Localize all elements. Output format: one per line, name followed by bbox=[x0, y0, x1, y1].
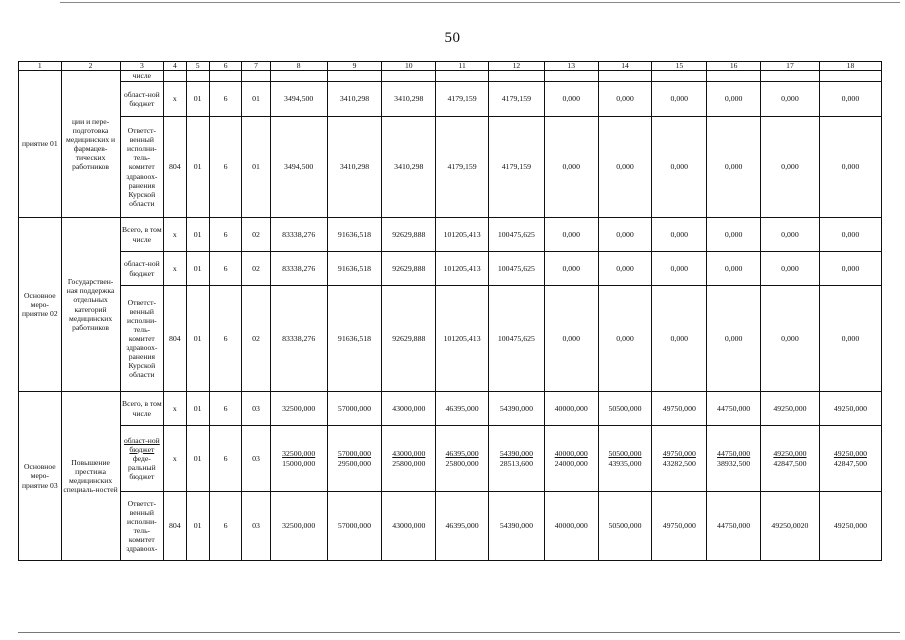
event-name-cell: приятие 01 bbox=[19, 71, 62, 218]
budget-table bbox=[18, 61, 882, 561]
header-row bbox=[19, 62, 882, 71]
regional-budget-value: 49250,000 bbox=[833, 449, 868, 459]
value-cell-col11: 46395,000 bbox=[436, 492, 489, 561]
empty-cell bbox=[652, 71, 707, 82]
value-cell-col10: 3410,298 bbox=[382, 117, 436, 218]
value-cell-col16: 0,000 bbox=[707, 252, 761, 286]
regional-budget-value: 40000,000 bbox=[554, 449, 588, 459]
header-cell-14: 14 bbox=[598, 62, 652, 71]
regional-budget-value: 54390,000 bbox=[499, 449, 533, 459]
table-row bbox=[19, 252, 882, 286]
value-cell-col17: 0,000 bbox=[761, 82, 820, 117]
empty-cell bbox=[209, 71, 241, 82]
table-row bbox=[19, 117, 882, 218]
value-cell-col10: 92629,888 bbox=[382, 218, 436, 252]
empty-cell bbox=[382, 71, 436, 82]
header-cell-12: 12 bbox=[488, 62, 544, 71]
funding-source-cell: област-ной бюджет bbox=[120, 82, 164, 117]
value-cell-col13: 0,000 bbox=[544, 286, 598, 392]
value-cell-col13: 40000,000 bbox=[544, 492, 598, 561]
value-cell-col8: 32500,000 bbox=[270, 492, 327, 561]
value-cell-col18: 0,000 bbox=[819, 286, 881, 392]
cell-col4: 804 bbox=[164, 117, 186, 218]
regional-budget-value: 49250,000 bbox=[773, 449, 807, 459]
value-cell-col14 bbox=[598, 426, 652, 492]
federal-budget-value: 42847,500 bbox=[773, 458, 807, 468]
header-cell-2: 2 bbox=[61, 62, 120, 71]
value-cell-col17 bbox=[761, 426, 820, 492]
empty-cell bbox=[707, 71, 761, 82]
value-cell-col16: 44750,000 bbox=[707, 392, 761, 426]
top-border-line bbox=[60, 2, 900, 3]
value-cell-col18 bbox=[819, 426, 881, 492]
empty-cell bbox=[327, 71, 382, 82]
value-cell-col11: 101205,413 bbox=[436, 286, 489, 392]
value-cell-col18: 0,000 bbox=[819, 252, 881, 286]
value-cell-col13 bbox=[544, 426, 598, 492]
regional-budget-label: област-ной бюджет bbox=[123, 435, 160, 454]
value-cell-col14: 50500,000 bbox=[598, 492, 652, 561]
funding-source-cell bbox=[120, 426, 164, 492]
header-cell-1: 1 bbox=[19, 62, 62, 71]
header-cell-13: 13 bbox=[544, 62, 598, 71]
page-number: 50 bbox=[444, 30, 461, 46]
value-cell-col15: 0,000 bbox=[652, 82, 707, 117]
regional-budget-value: 32500,000 bbox=[282, 449, 316, 459]
cell-col4: 804 bbox=[164, 286, 186, 392]
federal-budget-value: 25800,000 bbox=[392, 458, 426, 468]
cell-col7: 01 bbox=[242, 117, 270, 218]
table-row bbox=[19, 71, 882, 82]
cell-col5: 01 bbox=[186, 426, 209, 492]
cell-col4: х bbox=[164, 218, 186, 252]
empty-cell bbox=[164, 71, 186, 82]
value-cell-col12: 4179,159 bbox=[488, 117, 544, 218]
federal-budget-value: 42847,500 bbox=[833, 458, 868, 468]
header-cell-5: 5 bbox=[186, 62, 209, 71]
cell-col4: х bbox=[164, 426, 186, 492]
value-cell-col12: 4179,159 bbox=[488, 82, 544, 117]
cell-col7: 02 bbox=[242, 286, 270, 392]
value-cell-col14: 0,000 bbox=[598, 252, 652, 286]
header-cell-17: 17 bbox=[761, 62, 820, 71]
header-cell-7: 7 bbox=[242, 62, 270, 71]
value-cell-col15: 49750,000 bbox=[652, 392, 707, 426]
value-cell-col10 bbox=[382, 426, 436, 492]
value-cell-col8: 3494,500 bbox=[270, 117, 327, 218]
value-cell-col13: 0,000 bbox=[544, 252, 598, 286]
value-cell-col15: 0,000 bbox=[652, 286, 707, 392]
header-cell-4: 4 bbox=[164, 62, 186, 71]
value-cell-col13: 0,000 bbox=[544, 117, 598, 218]
federal-budget-value: 15000,000 bbox=[282, 458, 316, 468]
header-cell-6: 6 bbox=[209, 62, 241, 71]
responsible-executor-cell: Ответст-венный исполни-тель-комитет здравоох-ранения Курской области bbox=[120, 117, 164, 218]
federal-budget-value: 43935,000 bbox=[608, 458, 642, 468]
value-cell-col15: 0,000 bbox=[652, 252, 707, 286]
value-cell-col11: 46395,000 bbox=[436, 392, 489, 426]
value-cell-col16: 0,000 bbox=[707, 218, 761, 252]
value-cell-col18: 0,000 bbox=[819, 218, 881, 252]
table-row bbox=[19, 492, 882, 561]
responsible-executor-cell: Ответст-венный исполни-тель-комитет здравоох- bbox=[120, 492, 164, 561]
value-cell-col11: 101205,413 bbox=[436, 218, 489, 252]
value-cell-col16: 44750,000 bbox=[707, 492, 761, 561]
federal-budget-value: 38932,500 bbox=[717, 458, 751, 468]
cell-col7: 01 bbox=[242, 82, 270, 117]
event-description-cell: Повышение престижа медицинских специаль-ностей bbox=[61, 392, 120, 561]
value-cell-col13: 0,000 bbox=[544, 82, 598, 117]
federal-budget-value: 24000,000 bbox=[554, 458, 588, 468]
cell-col6: 6 bbox=[209, 117, 241, 218]
regional-budget-value: 43000,000 bbox=[392, 449, 426, 459]
value-cell-col8: 32500,000 bbox=[270, 392, 327, 426]
funding-source-cell: Всего, в том числе bbox=[120, 392, 164, 426]
value-cell-col17: 0,000 bbox=[761, 252, 820, 286]
value-cell-col14: 0,000 bbox=[598, 82, 652, 117]
cell-col5: 01 bbox=[186, 82, 209, 117]
value-cell-col17: 49250,000 bbox=[761, 392, 820, 426]
header-cell-9: 9 bbox=[327, 62, 382, 71]
cell-col5: 01 bbox=[186, 218, 209, 252]
cell-col5: 01 bbox=[186, 492, 209, 561]
empty-cell bbox=[488, 71, 544, 82]
cell-col5: 01 bbox=[186, 392, 209, 426]
value-cell-col16: 0,000 bbox=[707, 82, 761, 117]
table-row bbox=[19, 426, 882, 492]
regional-budget-value: 50500,000 bbox=[608, 449, 642, 459]
value-cell-col13: 0,000 bbox=[544, 218, 598, 252]
value-cell-col16: 0,000 bbox=[707, 117, 761, 218]
cell-col6: 6 bbox=[209, 82, 241, 117]
value-cell-col9: 91636,518 bbox=[327, 286, 382, 392]
regional-budget-value: 57000,000 bbox=[337, 449, 372, 459]
value-cell-col8 bbox=[270, 426, 327, 492]
value-cell-col17: 49250,0020 bbox=[761, 492, 820, 561]
cell-col6: 6 bbox=[209, 218, 241, 252]
value-cell-col9: 57000,000 bbox=[327, 392, 382, 426]
regional-budget-value: 46395,000 bbox=[445, 449, 479, 459]
cell-col5: 01 bbox=[186, 286, 209, 392]
cell-col4: х bbox=[164, 82, 186, 117]
value-cell-col13: 40000,000 bbox=[544, 392, 598, 426]
table-row bbox=[19, 82, 882, 117]
value-cell-col9: 91636,518 bbox=[327, 218, 382, 252]
funding-source-cell: област-ной бюджет bbox=[120, 252, 164, 286]
value-cell-col14: 0,000 bbox=[598, 286, 652, 392]
value-cell-col18: 0,000 bbox=[819, 82, 881, 117]
header-cell-16: 16 bbox=[707, 62, 761, 71]
value-cell-col15 bbox=[652, 426, 707, 492]
cell-col7: 03 bbox=[242, 492, 270, 561]
value-cell-col9: 91636,518 bbox=[327, 252, 382, 286]
federal-budget-value: 25800,000 bbox=[445, 458, 479, 468]
federal-budget-value: 43282,500 bbox=[662, 458, 696, 468]
empty-cell bbox=[598, 71, 652, 82]
cell-col6: 6 bbox=[209, 252, 241, 286]
value-cell-col15: 49750,000 bbox=[652, 492, 707, 561]
table-row bbox=[19, 218, 882, 252]
regional-budget-value: 49750,000 bbox=[662, 449, 696, 459]
empty-cell bbox=[819, 71, 881, 82]
cell-col5: 01 bbox=[186, 252, 209, 286]
value-cell-col16: 0,000 bbox=[707, 286, 761, 392]
value-cell-col8: 83338,276 bbox=[270, 286, 327, 392]
header-cell-10: 10 bbox=[382, 62, 436, 71]
value-cell-col8: 83338,276 bbox=[270, 252, 327, 286]
header-cell-18: 18 bbox=[819, 62, 881, 71]
value-cell-col17: 0,000 bbox=[761, 218, 820, 252]
value-cell-col10: 43000,000 bbox=[382, 492, 436, 561]
value-cell-col10: 43000,000 bbox=[382, 392, 436, 426]
value-cell-col11: 4179,159 bbox=[436, 82, 489, 117]
header-cell-3: 3 bbox=[120, 62, 164, 71]
value-cell-col12: 100475,625 bbox=[488, 252, 544, 286]
value-cell-col17: 0,000 bbox=[761, 117, 820, 218]
value-cell-col12 bbox=[488, 426, 544, 492]
empty-cell bbox=[761, 71, 820, 82]
value-cell-col11: 101205,413 bbox=[436, 252, 489, 286]
cell-col6: 6 bbox=[209, 492, 241, 561]
value-cell-col16 bbox=[707, 426, 761, 492]
value-cell-col10: 3410,298 bbox=[382, 82, 436, 117]
value-cell-col10: 92629,888 bbox=[382, 252, 436, 286]
value-cell-col10: 92629,888 bbox=[382, 286, 436, 392]
value-cell-col11 bbox=[436, 426, 489, 492]
event-name-cell: Основное меро-приятие 03 bbox=[19, 392, 62, 561]
value-cell-col12: 54390,000 bbox=[488, 392, 544, 426]
value-cell-col12: 100475,625 bbox=[488, 218, 544, 252]
cell-col6: 6 bbox=[209, 426, 241, 492]
empty-cell bbox=[242, 71, 270, 82]
value-cell-col9: 57000,000 bbox=[327, 492, 382, 561]
header-cell-11: 11 bbox=[436, 62, 489, 71]
event-description-cell: Государствен-ная поддержка отдельных категорий медицинских работников bbox=[61, 218, 120, 392]
funding-source-cell: Всего, в том числе bbox=[120, 218, 164, 252]
value-cell-col14: 0,000 bbox=[598, 117, 652, 218]
value-cell-col8: 83338,276 bbox=[270, 218, 327, 252]
value-cell-col17: 0,000 bbox=[761, 286, 820, 392]
empty-cell bbox=[436, 71, 489, 82]
bottom-border-line bbox=[18, 632, 900, 633]
value-cell-col18: 49250,000 bbox=[819, 492, 881, 561]
federal-budget-value: 29500,000 bbox=[337, 458, 372, 468]
event-name-cell: Основное меро-приятие 02 bbox=[19, 218, 62, 392]
value-cell-col9 bbox=[327, 426, 382, 492]
value-cell-col14: 50500,000 bbox=[598, 392, 652, 426]
empty-cell bbox=[270, 71, 327, 82]
value-cell-col12: 100475,625 bbox=[488, 286, 544, 392]
value-cell-col18: 49250,000 bbox=[819, 392, 881, 426]
cell-col6: 6 bbox=[209, 392, 241, 426]
cell-col6: 6 bbox=[209, 286, 241, 392]
regional-budget-value: 44750,000 bbox=[717, 449, 751, 459]
cell-col5: 01 bbox=[186, 117, 209, 218]
value-cell-col18: 0,000 bbox=[819, 117, 881, 218]
value-cell-col11: 4179,159 bbox=[436, 117, 489, 218]
value-cell-col9: 3410,298 bbox=[327, 117, 382, 218]
cell-col7: 03 bbox=[242, 392, 270, 426]
header-cell-15: 15 bbox=[652, 62, 707, 71]
header-cell-8: 8 bbox=[270, 62, 327, 71]
cell-col7: 03 bbox=[242, 426, 270, 492]
federal-budget-value: 28513,600 bbox=[499, 458, 533, 468]
federal-budget-label: феде-ральный бюджет bbox=[127, 453, 156, 482]
cell-col4: х bbox=[164, 392, 186, 426]
cell-col7: 02 bbox=[242, 252, 270, 286]
table-row bbox=[19, 392, 882, 426]
table-row bbox=[19, 286, 882, 392]
cell-col4: х bbox=[164, 252, 186, 286]
value-cell-col14: 0,000 bbox=[598, 218, 652, 252]
funding-source-cell: числе bbox=[120, 71, 164, 82]
empty-cell bbox=[186, 71, 209, 82]
cell-col4: 804 bbox=[164, 492, 186, 561]
empty-cell bbox=[544, 71, 598, 82]
responsible-executor-cell: Ответст-венный исполни-тель-комитет здравоох-ранения Курской области bbox=[120, 286, 164, 392]
value-cell-col15: 0,000 bbox=[652, 117, 707, 218]
cell-col7: 02 bbox=[242, 218, 270, 252]
event-description-cell: ции и пере-подготовка медицинских и фармацев-тических работников bbox=[61, 71, 120, 218]
value-cell-col8: 3494,500 bbox=[270, 82, 327, 117]
value-cell-col15: 0,000 bbox=[652, 218, 707, 252]
value-cell-col9: 3410,298 bbox=[327, 82, 382, 117]
value-cell-col12: 54390,000 bbox=[488, 492, 544, 561]
